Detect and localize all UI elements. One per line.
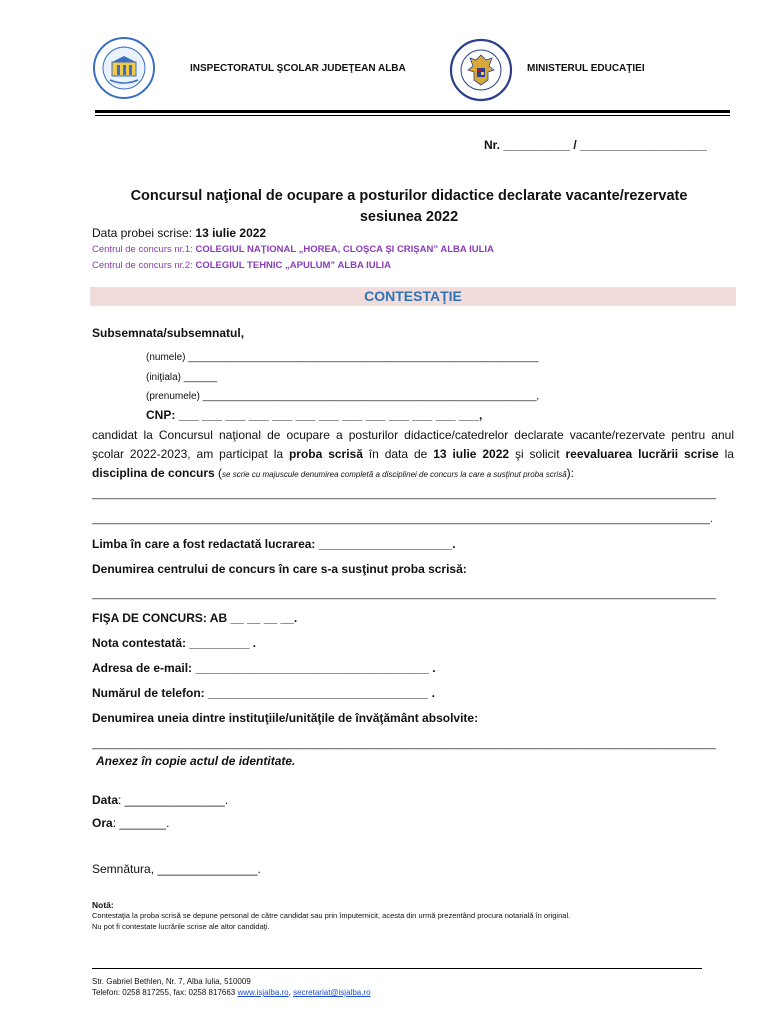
document-title [92, 186, 726, 228]
form-heading: CONTESTAŢIE [364, 288, 462, 304]
id-attachment-statement: Anexez în copie actul de identitate. [96, 754, 296, 768]
exam-center-1-label: Centrul de concurs nr.1: [92, 244, 196, 255]
applicant-label: Subsemnata/subsemnatul, [92, 326, 245, 340]
exam-center-1-name: COLEGIUL NAŢIONAL „HOREA, CLOŞCA ŞI CRIŞAN” ALBA IULIA [195, 244, 494, 255]
time-field[interactable] [92, 816, 169, 830]
discipline-field-line-2[interactable]: _____________________________________________________________________________________________________. [92, 513, 713, 525]
government-seal-logo [448, 38, 514, 102]
footer-contact [92, 988, 371, 997]
paragraph-text: candidat la Concursul naţional de ocupare a posturilor didactice/catedrelor declarate vacante/rezervate pentru anul şcolar 2022-2023, am participat la [92, 428, 734, 461]
discipline-term: disciplina de concurs [92, 466, 215, 480]
exam-date [92, 226, 266, 240]
header-rule-thick [95, 110, 730, 113]
contest-sheet-field[interactable]: FIŞA DE CONCURS: AB __ __ __ __. [92, 611, 298, 625]
exam-center-2-label: Centrul de concurs nr.2: [92, 260, 196, 271]
exam-center-1 [92, 244, 494, 255]
exam-center-2-name: COLEGIUL TEHNIC „APULUM” ALBA IULIA [195, 260, 391, 271]
date-blank[interactable]: : _______________. [118, 793, 229, 807]
email-link[interactable]: secretariat@isjalba.ro [293, 988, 371, 997]
time-label: Ora [92, 816, 113, 830]
paragraph-text: în data de [362, 447, 434, 461]
note-line-1: Contestaţia la proba scrisă se depune personal de către candidat sau prin împuternicit, acesta din urmă prezentând procura notarială în original. [92, 911, 571, 920]
note-line-2: Nu pot fi contestate lucrările scrise ale altor candidaţi. [92, 922, 270, 931]
request-paragraph [92, 426, 734, 484]
title-line-2: sesiunea 2022 [359, 209, 459, 225]
exam-date-label: Data probei scrise: [92, 226, 196, 240]
paragraph-text: şi solicit [509, 447, 566, 461]
exam-center-name-label: Denumirea centrului de concurs în care s-a susţinut proba scrisă: [92, 562, 467, 576]
ministry-name: MINISTERUL EDUCAŢIEI [527, 63, 645, 74]
footer-separator: , [288, 988, 294, 997]
isj-logo [92, 36, 156, 100]
discipline-instruction: se scrie cu majuscule denumirea completă a disciplinei de concurs la care a susţinut proba scrisă [222, 470, 567, 479]
website-link[interactable]: www.isjalba.ro [237, 988, 289, 997]
signature-field[interactable]: Semnătura, _______________. [92, 862, 261, 876]
paragraph-text: ( [214, 466, 223, 480]
note-title: Notă: [92, 900, 114, 910]
exam-date-value: 13 iulie 2022 [195, 226, 267, 240]
surname-field[interactable]: (numele) _______________________________________________________________ [146, 352, 539, 363]
registration-number-line[interactable]: Nr. __________ / ___________________ [484, 138, 707, 152]
footer-address: Str. Gabriel Bethlen, Nr. 7, Alba Iulia, 510009 [92, 977, 251, 986]
institution-field[interactable]: ______________________________________________________________________________________________________ [92, 738, 717, 750]
footer-rule [92, 968, 702, 969]
language-field[interactable]: Limba în care a fost redactată lucrarea: ____________________. [92, 537, 456, 551]
paragraph-text: ): [566, 466, 574, 480]
email-field[interactable]: Adresa de e-mail: ___________________________________ . [92, 661, 436, 675]
phone-field[interactable]: Numărul de telefon: _________________________________ . [92, 686, 435, 700]
written-exam-term: proba scrisă [288, 447, 363, 461]
date-field[interactable] [92, 793, 228, 807]
exam-center-name-field[interactable]: ______________________________________________________________________________________________________ [92, 588, 717, 600]
header-rule-thin [95, 115, 730, 116]
contested-grade-field[interactable]: Nota contestată: _________ . [92, 636, 257, 650]
first-name-field[interactable]: (prenumele) ____________________________________________________________, [146, 391, 540, 402]
isj-name: INSPECTORATUL ŞCOLAR JUDEŢEAN ALBA [190, 63, 406, 74]
exam-center-2 [92, 260, 391, 271]
exam-date-inline: 13 iulie 2022 [433, 447, 510, 461]
title-line-1: Concursul naţional de ocupare a posturilor didactice declarate vacante/rezervate [130, 188, 688, 204]
discipline-field-line-1[interactable]: ______________________________________________________________________________________________________ [92, 488, 717, 500]
footer-phone: Telefon: 0258 817255, fax: 0258 817663 [92, 988, 238, 997]
paragraph-text: la [718, 447, 734, 461]
institution-label: Denumirea uneia dintre instituţiile/unităţile de învăţământ absolvite: [92, 711, 479, 725]
reevaluation-term: reevaluarea lucrării scrise [565, 447, 719, 461]
initial-field[interactable]: (iniţiala) ______ [146, 372, 218, 383]
date-label: Data [92, 793, 119, 807]
time-blank[interactable]: : _______. [112, 816, 170, 830]
cnp-field[interactable]: CNP: ___ ___ ___ ___ ___ ___ ___ ___ ___ ___ ___ ___ ___, [146, 408, 483, 422]
